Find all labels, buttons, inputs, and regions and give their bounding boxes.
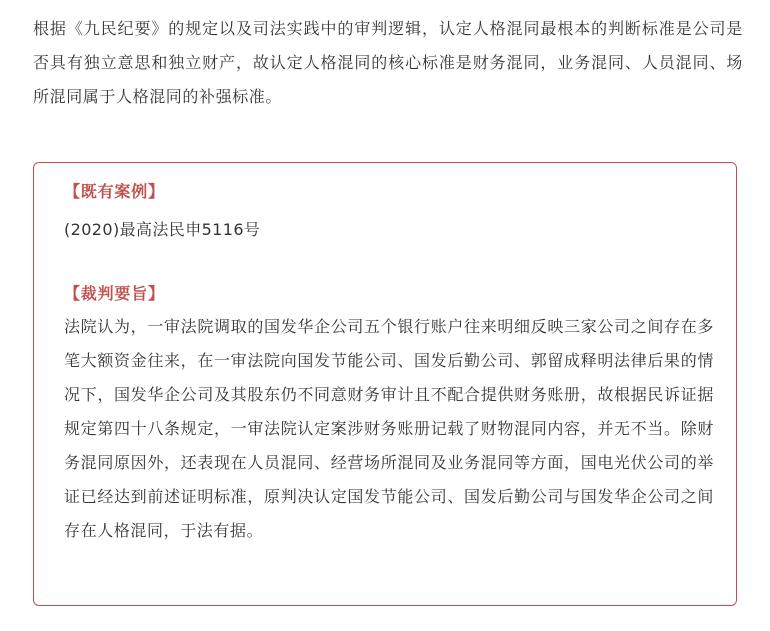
- existing-case-heading: 【既有案例】: [64, 182, 165, 201]
- case-number: (2020)最高法民申5116号: [64, 220, 261, 239]
- case-box: [33, 162, 737, 606]
- ruling-text: 法院认为，一审法院调取的国发华企公司五个银行账户往来明细反映三家公司之间存在多笔大额资金往来，在一审法院向国发节能公司、国发后勤公司、郭留成释明法律后果的情况下，国发华企公司及其股东仍不同意财务审计且不配合提供财务账册，故根据民诉证据规定第四十八条规定，一审法院认定案涉财务账册记载了财物混同内容，并无不当。除财务混同原因外，还表现在人员混同、经营场所混同及业务混同等方面，国电光伏公司的举证已经达到前述证明标准，原判决认定国发节能公司、国发后勤公司与国发华企公司之间存在人格混同，于法有据。: [64, 317, 714, 540]
- ruling-heading: 【裁判要旨】: [64, 284, 165, 303]
- intro-paragraph: 根据《九民纪要》的规定以及司法实践中的审判逻辑，认定人格混同最根本的判断标准是公司是否具有独立意思和独立财产，故认定人格混同的核心标准是财务混同，业务混同、人员混同、场所混同属于人格混同的补强标准。: [33, 19, 743, 106]
